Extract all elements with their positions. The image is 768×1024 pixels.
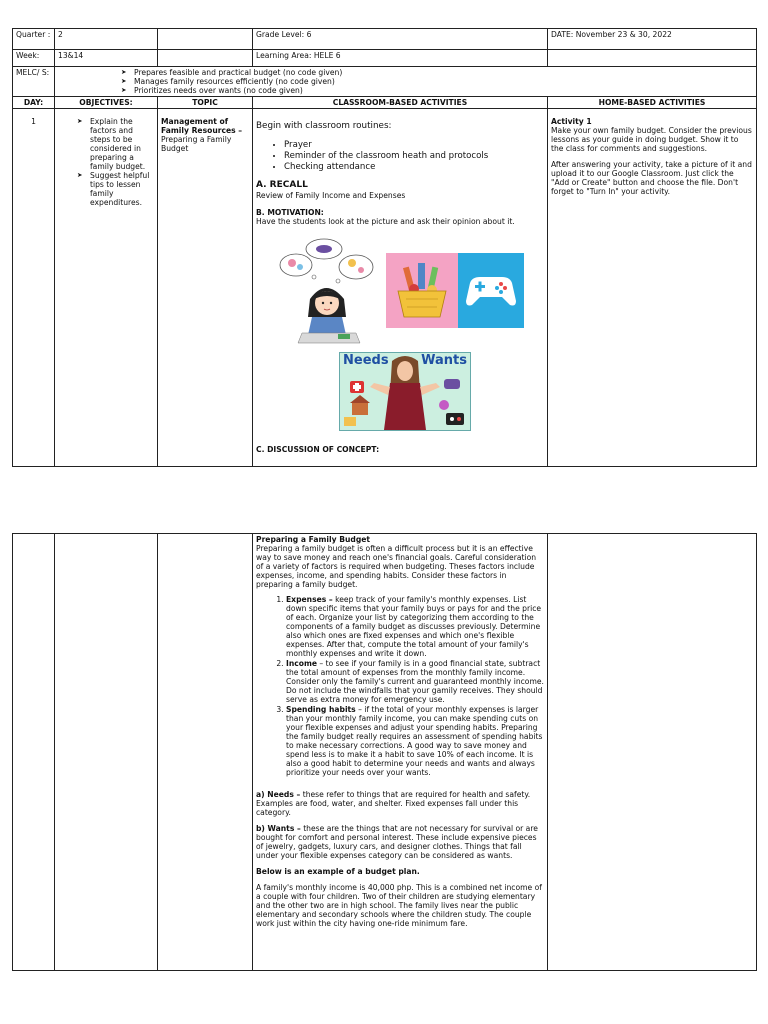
- col-topic: TOPIC: [158, 97, 253, 109]
- needs-text: these refer to things that are required for health and safety. Examples are food, water, and shelter. Fixed expenses fall under this category.: [256, 790, 531, 817]
- col-day: DAY:: [13, 97, 55, 109]
- discussion-cell: [253, 534, 548, 971]
- needs-label: Needs: [343, 353, 389, 368]
- factors-list: [256, 595, 544, 777]
- example-heading: Below is an example of a budget plan.: [256, 867, 420, 876]
- day-row: [13, 109, 757, 467]
- melc-item: ➤ Prioritizes needs over wants (no code given): [134, 86, 753, 95]
- factor-item: [286, 705, 544, 777]
- routine-item: • Prayer: [284, 140, 544, 151]
- girl-thinking-image: [276, 237, 381, 347]
- quarter-row: [13, 29, 757, 50]
- example-paragraph: A family's monthly income is 40,000 php. This is a combined net income of a couple with four children. Two of their children are studying elementary and the other two are in high school. The family lives near the public elementary and secondary schools where the children study. The couple work just within the city having one-ride minimum fare.: [256, 883, 542, 928]
- date: DATE: November 23 & 30, 2022: [548, 29, 757, 50]
- motivation-heading: B. MOTIVATION:: [256, 208, 324, 217]
- classroom-cell: [253, 109, 548, 467]
- objectives-list: [58, 117, 154, 207]
- activity-text: Make your own family budget. Consider the previous lessons as your guide in doing budget. Show it to the class for comments and suggestions.: [551, 126, 752, 153]
- wants-term: b) Wants –: [256, 824, 301, 833]
- melc-label: MELC/ S:: [13, 67, 55, 97]
- day-number: 1: [13, 109, 55, 467]
- melc-list-cell: [55, 67, 757, 97]
- intro-paragraph: Preparing a family budget is often a difficult process but it is an effective way to save money and reach one's financial goals. Careful consideration of a variety of factors is required when budgeting. Theses factors include expenses, income, and spending habits. Consider these factors in preparing a family budget.: [256, 544, 537, 589]
- lesson-plan-table: [12, 28, 757, 467]
- topic-title: Management of Family Resources –: [161, 117, 243, 135]
- col-classroom: CLASSROOM-BASED ACTIVITIES: [253, 97, 548, 109]
- grocery-basket-image: [386, 253, 458, 328]
- woman-shrugging-icon: [340, 353, 470, 430]
- routines-intro: Begin with classroom routines:: [256, 121, 392, 131]
- melc-item: ➤ Manages family resources efficiently (no code given): [134, 77, 753, 86]
- discussion-heading: C. DISCUSSION OF CONCEPT:: [256, 445, 380, 454]
- upload-instructions: After answering your activity, take a picture of it and upload it to our Google Classroom. Just click the "Add or Create" button and choose the file. Don't forget to "Turn In" your activity.: [551, 160, 752, 196]
- col-objectives: OBJECTIVES:: [55, 97, 158, 109]
- wants-text: these are the things that are not necessary for survival or are bought for comfort and personal interest. These include expensive pieces of jewelry, gadgets, luxury cars, and designer clothes. Things that fall under your flexible expenses category can be considered as wants.: [256, 824, 538, 860]
- factor-text: – if the total of your monthly expenses is larger than your monthly family income, you can make spending cuts on your flexible expenses and adjust your spending habits. Preparing the family budget really requires an assessment of spending habits to make necessary corrections. A good way to save money and spend less is to make it a habit to save 10% of each income. It is also a good habit to determine your needs and wants and always prioritize your needs over your wants.: [286, 705, 543, 777]
- quarter-value: 2: [55, 29, 158, 50]
- objectives-cell: [55, 109, 158, 467]
- needs-term: a) Needs –: [256, 790, 301, 799]
- recall-text: Review of Family Income and Expenses: [256, 191, 406, 200]
- factor-item: [286, 595, 544, 658]
- discussion-table: [12, 533, 757, 971]
- topic-subtitle: Preparing a Family Budget: [161, 135, 232, 153]
- learning-area: Learning Area: HELE 6: [253, 50, 548, 67]
- needs-wants-image: [339, 352, 471, 431]
- factor-text: keep track of your family's monthly expenses. List down specific items that your family buys or pays for and the price of each. Organize your list by categorizing them according to the components of a family budget as discusses previously. Determine also which ones are fixed expenses and which one's flexible expenses. After that, compute the total amount of your family's monthly expenses and write it down.: [286, 595, 542, 658]
- motivation-text: Have the students look at the picture and ask their opinion about it.: [256, 217, 515, 226]
- column-header-row: [13, 97, 757, 109]
- factor-term: Expenses –: [286, 595, 333, 604]
- home-cell: [548, 109, 757, 467]
- factor-term: Spending habits: [286, 705, 356, 714]
- needs-paragraph: [256, 790, 544, 817]
- week-row: [13, 50, 757, 67]
- melc-list: [58, 68, 753, 95]
- factor-term: Income: [286, 659, 318, 668]
- gamepad-icon: [458, 253, 524, 328]
- melc-item: ➤ Prepares feasible and practical budget (no code given): [134, 68, 753, 77]
- routine-item: • Reminder of the classroom heath and protocols: [284, 151, 544, 162]
- recall-heading: A. RECALL: [256, 180, 308, 190]
- activity-title: Activity 1: [551, 117, 592, 126]
- section-title: Preparing a Family Budget: [256, 535, 371, 544]
- week-label: Week:: [13, 50, 55, 67]
- quarter-label: Quarter :: [13, 29, 55, 50]
- objective-item: ➤ Explain the factors and steps to be considered in preparing a family budget.: [90, 117, 154, 171]
- factor-item: [286, 659, 544, 704]
- discussion-row: [13, 534, 757, 971]
- melc-row: [13, 67, 757, 97]
- basket-icon: [386, 253, 458, 328]
- col-home: HOME-BASED ACTIVITIES: [548, 97, 757, 109]
- routines-list: [256, 140, 544, 173]
- grade-level: Grade Level: 6: [253, 29, 548, 50]
- wants-label: Wants: [421, 353, 467, 368]
- factor-text: – to see if your family is in a good financial state, subtract the total amount of expenses from the monthly family income. Consider only the family's current and guaranteed monthly income. Do not include the windfalls that your gamily receives. They should serve as extra money for emergency use.: [286, 659, 544, 704]
- week-value: 13&14: [55, 50, 158, 67]
- topic-cell: [158, 109, 253, 467]
- objective-item: ➤ Suggest helpful tips to lessen family expenditures.: [90, 171, 154, 207]
- wants-paragraph: [256, 824, 544, 860]
- motivation-pictures: [256, 231, 544, 439]
- game-controller-image: [458, 253, 524, 328]
- routine-item: • Checking attendance: [284, 162, 544, 173]
